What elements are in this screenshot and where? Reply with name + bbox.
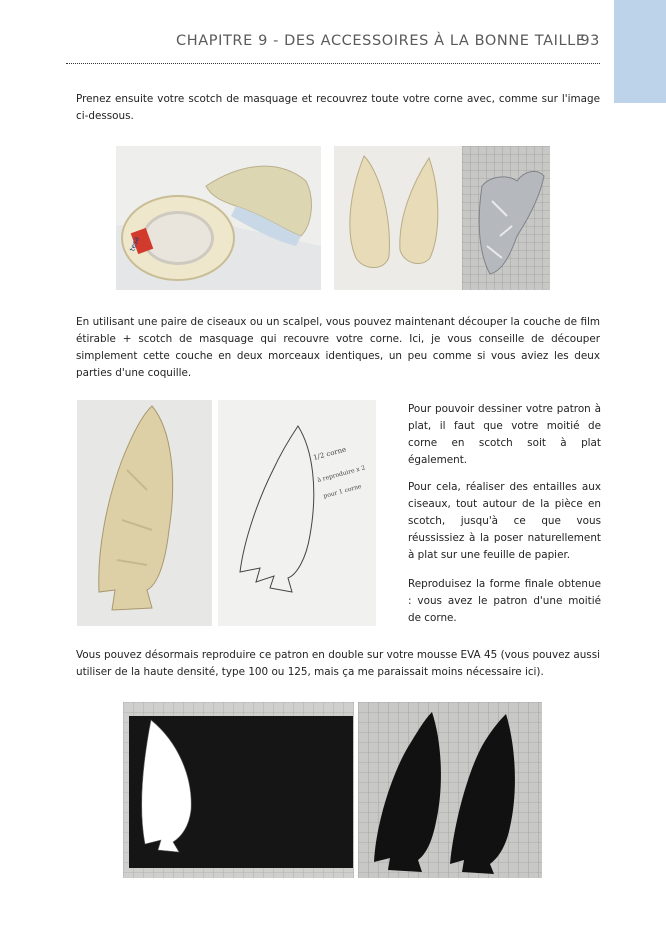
side-paragraph-1: Pour pouvoir dessiner votre patron à plat, il faut que votre moitié de corne en scotch soit à plat également.	[408, 403, 601, 466]
sketch-note-3: pour 1 corne	[322, 483, 363, 500]
page-number: 93	[580, 33, 600, 49]
chapter-title: CHAPITRE 9 - DES ACCESSOIRES À LA BONNE TAILLE	[176, 33, 586, 49]
side-paragraph-2: Pour cela, réaliser des entailles aux ciseaux, tout autour de la pièce en scotch, jusqu'à ce que vous réussissiez à la poser naturellement à plat sur une feuille de papier.	[408, 481, 601, 561]
paragraph-1: Prenez ensuite votre scotch de masquage et recouvrez toute votre corne avec, comme sur l'image ci-dessous.	[76, 93, 600, 122]
tape-brand-label: tesa	[128, 235, 141, 253]
photo-pattern-on-foam	[123, 702, 354, 878]
header-divider	[66, 63, 600, 64]
photo-tape-and-horn	[116, 146, 321, 290]
sketch-note-1: 1/2 corne	[312, 445, 347, 462]
side-paragraph-3: Reproduisez la forme finale obtenue : vous avez le patron d'une moitié de corne.	[408, 578, 601, 624]
paragraph-3: Vous pouvez désormais reproduire ce patron en double sur votre mousse EVA 45 (vous pouvez aussi utiliser de la haute densité, type 100 ou 125, mais ça me paraissait moins nécessaire ici).	[76, 649, 600, 678]
photo-two-halves	[334, 146, 462, 290]
paragraph-2: En utilisant une paire de ciseaux ou un scalpel, vous pouvez maintenant découper la couche de film étirable + scotch de masquage qui recouvre votre corne. Ici, je vous conseille de découper simplement cette couche en deux morceaux identiques, un peu comme si vous aviez les deux parties d'une coquille.	[76, 316, 600, 379]
photo-foil-horn	[462, 146, 550, 290]
photo-flattened-piece	[77, 400, 212, 626]
photo-cut-foam-pieces	[358, 702, 542, 878]
page-header	[176, 33, 600, 55]
sketch-note-2: à reproduire x 2	[316, 464, 367, 484]
chapter-tab	[614, 0, 666, 103]
photo-pattern-sketch	[218, 400, 376, 626]
